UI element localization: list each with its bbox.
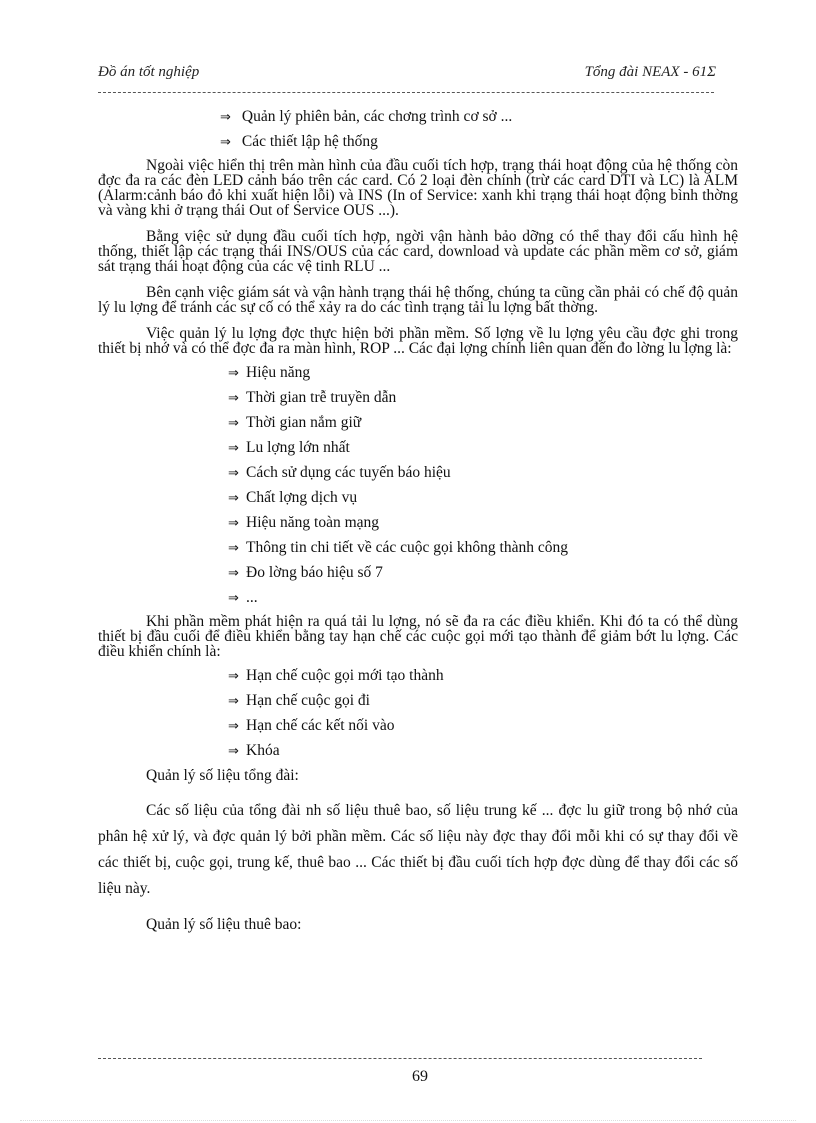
paragraph-overload-control: Khi phần mềm phát hiện ra quá tải lu lợng, nó sẽ đa ra các điều khiển. Khi đó ta có thể dùng thiết bị đầu cuối để điều khiển bằng tay hạn chế các cuộc gọi mới tạo thành để giảm bớt lu lợng. Các điều khiển chính là: — [98, 613, 738, 660]
right-arrow-icon: ⇒ — [220, 110, 231, 125]
list-item: ⇒ Đo lờng báo hiệu số 7 — [98, 560, 738, 585]
right-arrow-icon: ⇒ — [228, 541, 239, 556]
paragraph-led-status: Ngoài việc hiển thị trên màn hình của đầu cuối tích hợp, trạng thái hoạt động của hệ thống còn đợc đa ra các đèn LED cảnh báo trên các card. Có 2 loại đèn chính (trừ các card DTI và LC) là ALM (Alarm:cảnh báo đỏ khi xuất hiện lỗi) và INS (In of Service: xanh khi trạng thái hoạt động bình thờng và vàng khi ở trạng thái Out of Service OUS ...). — [98, 157, 738, 219]
list-item: ⇒ Chất lợng dịch vụ — [98, 485, 738, 510]
list-item: ⇒ Hạn chế các kết nối vào — [98, 713, 738, 738]
right-arrow-icon: ⇒ — [228, 416, 239, 431]
page-body — [98, 104, 738, 937]
list-item: ⇒ Thông tin chi tiết về các cuộc gọi không thành công — [98, 535, 738, 560]
right-arrow-icon: ⇒ — [228, 566, 239, 581]
paragraph-traffic-software: Việc quản lý lu lợng đợc thực hiện bởi phần mềm. Số lợng về lu lợng yêu cầu đợc ghi trong thiết bị nhớ và có thể đợc đa ra màn hình, ROP ... Các đại lợng chính liên quan đến đo lờng lu lợng là: — [98, 325, 738, 357]
section-heading-subscriber-data: Quản lý số liệu thuê bao: — [146, 916, 302, 933]
paragraph-integrated-terminal: Bằng việc sử dụng đầu cuối tích hợp, ngời vận hành bảo dỡng có thể thay đổi cấu hình hệ thống, thiết lập các trạng thái INS/OUS của các card, download và update các phần mềm cơ sở, giám sát trạng thái hoạt động của các vệ tinh RLU ... — [98, 228, 738, 275]
list-item: ⇒ Hiệu năng toàn mạng — [98, 510, 738, 535]
right-arrow-icon: ⇒ — [228, 516, 239, 531]
list-item: ⇒ Các thiết lập hệ thống — [98, 129, 738, 154]
header-divider — [98, 92, 714, 93]
right-arrow-icon: ⇒ — [228, 366, 239, 381]
section-heading-exchange-data: Quản lý số liệu tổng đài: — [146, 767, 299, 784]
right-arrow-icon: ⇒ — [228, 491, 239, 506]
right-arrow-icon: ⇒ — [228, 441, 239, 456]
right-arrow-icon: ⇒ — [228, 391, 239, 406]
right-arrow-icon: ⇒ — [228, 591, 239, 606]
paragraph-exchange-data: Các số liệu của tổng đài nh số liệu thuê bao, số liệu trung kế ... đợc lu giữ trong bộ nhớ của phân hệ xử lý, và đợc quản lý bởi phần mềm. Các số liệu này đợc thay đổi mỗi khi có sự thay đổi về các thiết bị, cuộc gọi, trung kế, thuê bao ... Các thiết bị đầu cuối tích hợp đợc dùng để thay đổi các số liệu này. — [98, 802, 738, 897]
page-edge-divider — [20, 1120, 796, 1121]
right-arrow-icon: ⇒ — [228, 466, 239, 481]
list-item: ⇒ Hạn chế cuộc gọi mới tạo thành — [98, 663, 738, 688]
list-item: ⇒ ... — [98, 585, 738, 610]
right-arrow-icon: ⇒ — [228, 744, 239, 759]
list-item: ⇒ Thời gian nắm giữ — [98, 410, 738, 435]
list-item: ⇒ Thời gian trễ truyền dẫn — [98, 385, 738, 410]
list-item: ⇒ Khóa — [98, 738, 738, 763]
list-item: ⇒ Hiệu năng — [98, 360, 738, 385]
footer-divider — [98, 1058, 702, 1059]
list-item: ⇒ Cách sử dụng các tuyến báo hiệu — [98, 460, 738, 485]
list-item: ⇒ Hạn chế cuộc gọi đi — [98, 688, 738, 713]
header-title-right: Tổng đài NEAX - 61Σ — [584, 64, 716, 80]
right-arrow-icon: ⇒ — [220, 135, 231, 150]
header-title-left: Đồ án tốt nghiệp — [98, 64, 200, 80]
paragraph-traffic-management: Bên cạnh việc giám sát và vận hành trạng thái hệ thống, chúng ta cũng cần phải có chế độ quản lý lu lợng để tránh các sự cố có thể xảy ra do các tình trạng tải lu lợng bất thờng. — [98, 284, 738, 316]
right-arrow-icon: ⇒ — [228, 694, 239, 709]
page-number: 69 — [412, 1068, 428, 1085]
right-arrow-icon: ⇒ — [228, 719, 239, 734]
right-arrow-icon: ⇒ — [228, 669, 239, 684]
list-item: ⇒ Quản lý phiên bản, các chơng trình cơ sở ... — [98, 104, 738, 129]
list-item: ⇒ Lu lợng lớn nhất — [98, 435, 738, 460]
